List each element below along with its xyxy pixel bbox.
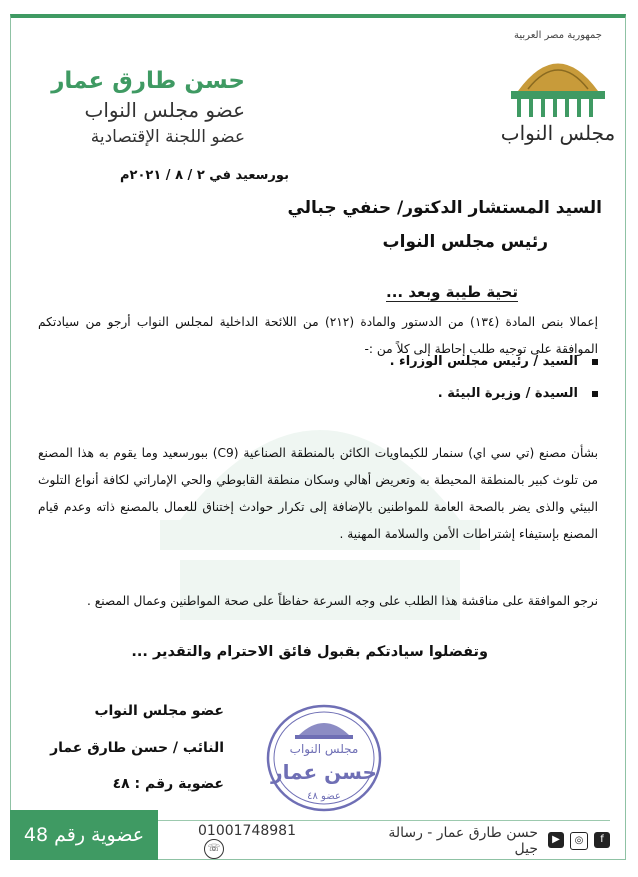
recipients-list	[78, 346, 598, 410]
membership-number: عضوية رقم : ٤٨	[112, 776, 224, 792]
footer-strip	[158, 820, 610, 861]
greeting: تحية طيبة وبعد ...	[386, 283, 518, 301]
mp-header	[30, 66, 245, 150]
list-item: السيد / رئيس مجلس الوزراء .	[78, 346, 598, 378]
social-icons	[548, 832, 610, 850]
footer	[10, 806, 626, 860]
mp-role: عضو مجلس النواب	[84, 98, 245, 122]
mp-committee: عضو اللجنة الإقتصادية	[90, 127, 245, 147]
facebook-icon[interactable]: f	[594, 832, 610, 848]
phone-icon: ☏	[204, 839, 224, 859]
mp-name: حسن طارق عمار	[51, 68, 245, 94]
youtube-icon[interactable]: ▶	[548, 832, 564, 848]
logo-caption: جمهورية مصر العربية	[514, 30, 602, 41]
addressee-name: السيد المستشار الدكتور/ حنفي جبالي	[287, 198, 602, 218]
addressee-title: رئيس مجلس النواب	[382, 232, 548, 252]
footer-slogan: حسن طارق عمار - رسالة جيل	[388, 825, 538, 857]
body-paragraph-2: بشأن مصنع (تي سي اي) سنمار للكيماويات الكائن بالمنطقة الصناعية (C9) ببورسعيد وما يقوم به هذا المصنع من تلوث كبير بالمنطقة المحيطة به وتعريض أهالي وسكان منطقة القابوطي والحي الإماراتي لكافة أنواع التلوث البيئي والذى يضر بالصحة العامة للمواطنين بالإضافة إلى تكرار حوادث إختناق للعمال بالمصنع ذاته وعدم قيام المصنع بإستيفاء إشتراطات الأمن والسلامة المهنية .	[38, 446, 598, 541]
body-paragraph-1: إعمالا بنص المادة (١٣٤) من الدستور والمادة (٢١٢) من اللائحة الداخلية لمجلس النواب أرجو من سيادتكم الموافقة على توجيه طلب إحاطة إلى كلاً من :-	[38, 315, 599, 356]
instagram-icon[interactable]: ◎	[570, 832, 588, 850]
letter-date: بورسعيد في ٢ / ٨ / ٢٠٢١م	[120, 168, 289, 183]
signature-name: النائب / حسن طارق عمار	[50, 740, 224, 756]
body-paragraph-3: نرجو الموافقة على مناقشة هذا الطلب على وجه السرعة حفاظاً على صحة المواطنين وعمال المصنع .	[87, 594, 598, 608]
stamp-top-text: مجلس النواب	[289, 742, 359, 756]
logo-text: مجلس النواب	[500, 121, 616, 145]
stamp-number-text: عضو ٤٨	[307, 791, 341, 802]
stamp-name-text: حسن عمار	[271, 760, 377, 784]
official-stamp	[265, 703, 383, 813]
closing-line: وتفضلوا سيادتكم بقبول فائق الاحترام والتقدير ...	[131, 644, 488, 660]
parliament-logo	[498, 30, 618, 145]
membership-badge: عضوية رقم 48	[10, 810, 158, 860]
dome-icon	[503, 41, 613, 121]
signature-title: عضو مجلس النواب	[94, 703, 224, 719]
list-item: السيدة / وزيرة البيئة .	[78, 378, 598, 410]
phone-number: 01001748981☏	[198, 823, 305, 859]
